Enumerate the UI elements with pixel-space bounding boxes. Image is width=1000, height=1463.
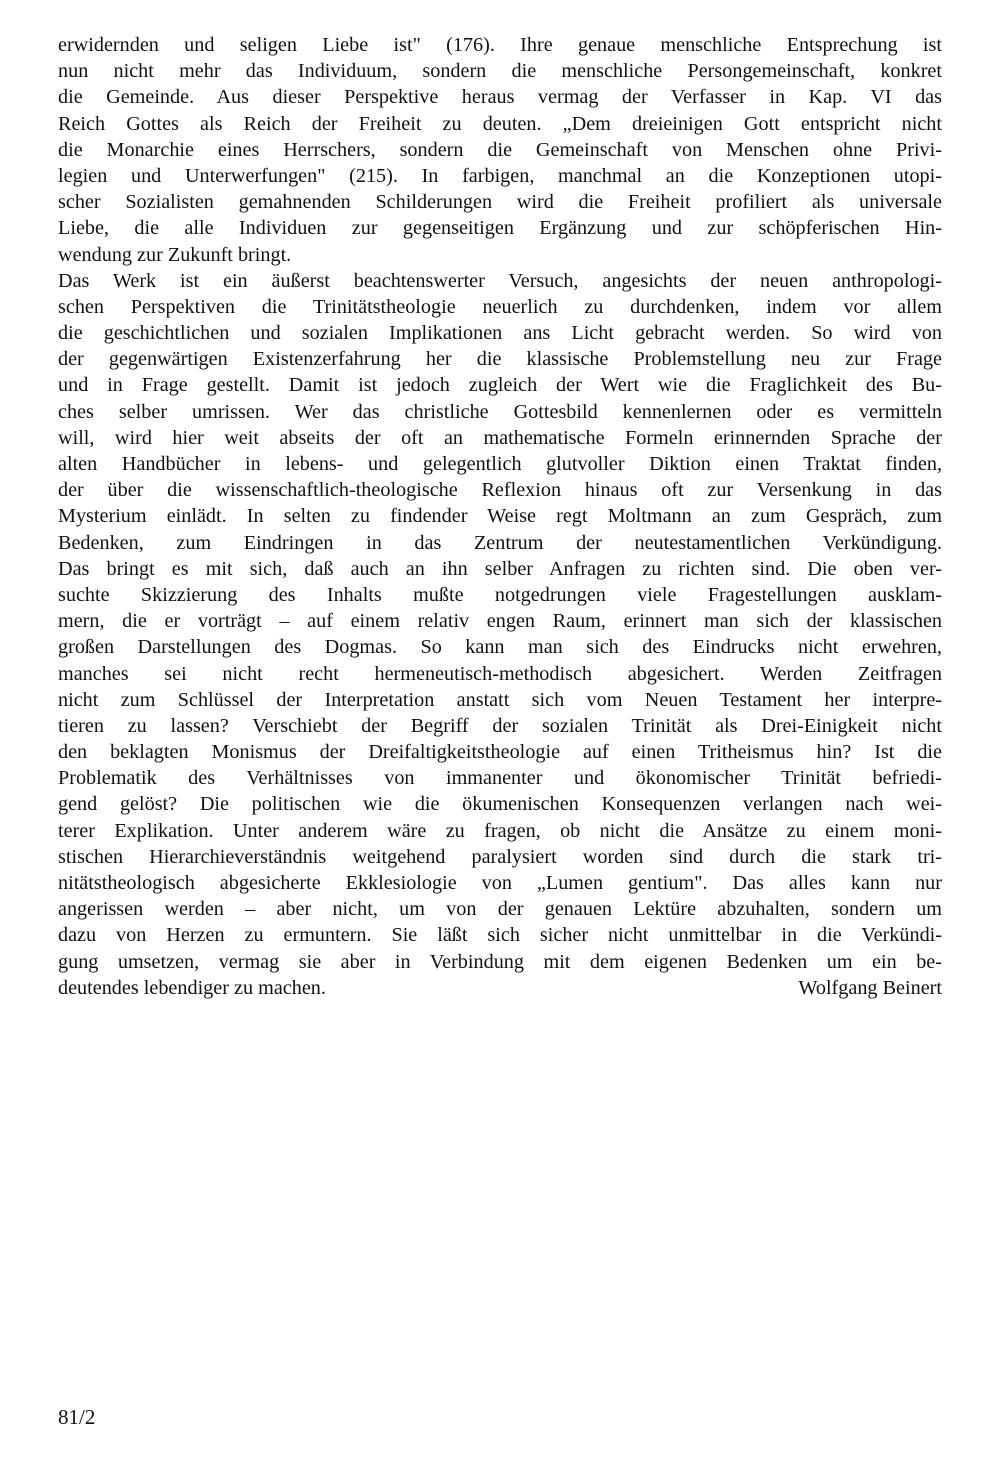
text-line: der über die wissenschaftlich-theologische Reflexion hinaus oft zur Versenkung in das xyxy=(58,479,942,502)
text-line: legien und Unterwerfungen" (215). In farbigen, manchmal an die Konzeptionen utopi- xyxy=(58,164,942,187)
text-line: die Gemeinde. Aus dieser Perspektive heraus vermag der Verfasser in Kap. VI das xyxy=(58,86,942,109)
text-line: angerissen werden – aber nicht, um von der genauen Lektüre abzuhalten, sondern um xyxy=(58,898,942,921)
page-number: 81/2 xyxy=(58,1405,96,1429)
text-line: ches selber umrissen. Wer das christliche Gottesbild kennenlernen oder es vermitteln xyxy=(58,400,942,423)
paragraph-1 xyxy=(58,32,942,268)
text-line: Das bringt es mit sich, daß auch an ihn selber Anfragen zu richten sind. Die oben ver- xyxy=(58,557,942,580)
text-line: gend gelöst? Die politischen wie die ökumenischen Konsequenzen verlangen nach wei- xyxy=(58,793,942,816)
text-line: den beklagten Monismus der Dreifaltigkeitstheologie auf einen Tritheismus hin? Ist die xyxy=(58,741,942,764)
text-line: Mysterium einlädt. In selten zu findender Weise regt Moltmann an zum Gespräch, zum xyxy=(58,505,942,528)
text-line: dazu von Herzen zu ermuntern. Sie läßt sich sicher nicht unmittelbar in die Verkündi- xyxy=(58,924,942,947)
text-line: Bedenken, zum Eindringen in das Zentrum der neutestamentlichen Verkündigung. xyxy=(58,531,942,554)
author-signature: Wolfgang Beinert xyxy=(798,976,942,999)
text-line: der gegenwärtigen Existenzerfahrung her die klassische Problemstellung neu zur Frage xyxy=(58,348,942,371)
text-line: nitätstheologisch abgesicherte Ekklesiologie von „Lumen gentium". Das alles kann nur xyxy=(58,872,942,894)
text-line: tieren zu lassen? Verschiebt der Begriff der sozialen Trinität als Drei-Einigkeit nicht xyxy=(58,714,942,737)
text-line: Reich Gottes als Reich der Freiheit zu deuten. „Dem dreieinigen Gott entspricht nicht xyxy=(58,112,942,135)
text-line: nun nicht mehr das Individuum, sondern die menschliche Persongemeinschaft, konkret xyxy=(58,60,942,83)
text-line: scher Sozialisten gemahnenden Schilderungen wird die Freiheit profiliert als universale xyxy=(58,191,942,214)
text-line: die geschichtlichen und sozialen Implikationen ans Licht gebracht werden. So wird von xyxy=(58,322,942,345)
text-line: terer Explikation. Unter anderem wäre zu fragen, ob nicht die Ansätze zu einem moni- xyxy=(58,819,942,842)
text-line: stischen Hierarchieverständnis weitgehend paralysiert worden sind durch die stark tri- xyxy=(58,845,942,868)
final-line xyxy=(58,975,942,1001)
text-line: gung umsetzen, vermag sie aber in Verbindung mit dem eigenen Bedenken um ein be- xyxy=(58,950,942,973)
final-text: deutendes lebendiger zu machen. xyxy=(58,976,326,999)
text-line: und in Frage gestellt. Damit ist jedoch zugleich der Wert wie die Fraglichkeit des Bu- xyxy=(58,374,942,397)
text-line: manches sei nicht recht hermeneutisch-methodisch abgesichert. Werden Zeitfragen xyxy=(58,662,942,685)
text-line: Liebe, die alle Individuen zur gegenseitigen Ergänzung und zur schöpferischen Hin- xyxy=(58,217,942,240)
text-line: nicht zum Schlüssel der Interpretation anstatt sich vom Neuen Testament her interpre- xyxy=(58,688,942,711)
text-line: Problematik des Verhältnisses von immanenter und ökonomischer Trinität befriedi- xyxy=(58,767,942,790)
text-line: großen Darstellungen des Dogmas. So kann man sich des Eindrucks nicht erwehren, xyxy=(58,636,942,659)
text-line: suchte Skizzierung des Inhalts mußte notgedrungen viele Fragestellungen ausklam- xyxy=(58,583,942,606)
text-line: schen Perspektiven die Trinitätstheologie neuerlich zu durchdenken, indem vor allem xyxy=(58,295,942,318)
text-line: erwidernden und seligen Liebe ist" (176). Ihre genaue menschliche Entsprechung ist xyxy=(58,34,942,56)
text-line: Das Werk ist ein äußerst beachtenswerter Versuch, angesichts der neuen anthropologi- xyxy=(58,269,942,292)
document-page xyxy=(58,32,942,1001)
text-line: alten Handbücher in lebens- und gelegentlich glutvoller Diktion einen Traktat finden, xyxy=(58,453,942,475)
text-line: die Monarchie eines Herrschers, sondern die Gemeinschaft von Menschen ohne Privi- xyxy=(58,138,942,161)
text-line: wendung zur Zukunft bringt. xyxy=(58,243,292,266)
paragraph-2 xyxy=(58,268,942,1001)
text-line: mern, die er vorträgt – auf einem relativ engen Raum, erinnert man sich der klassischen xyxy=(58,610,942,633)
text-line: will, wird hier weit abseits der oft an mathematische Formeln erinnernden Sprache der xyxy=(58,426,942,449)
